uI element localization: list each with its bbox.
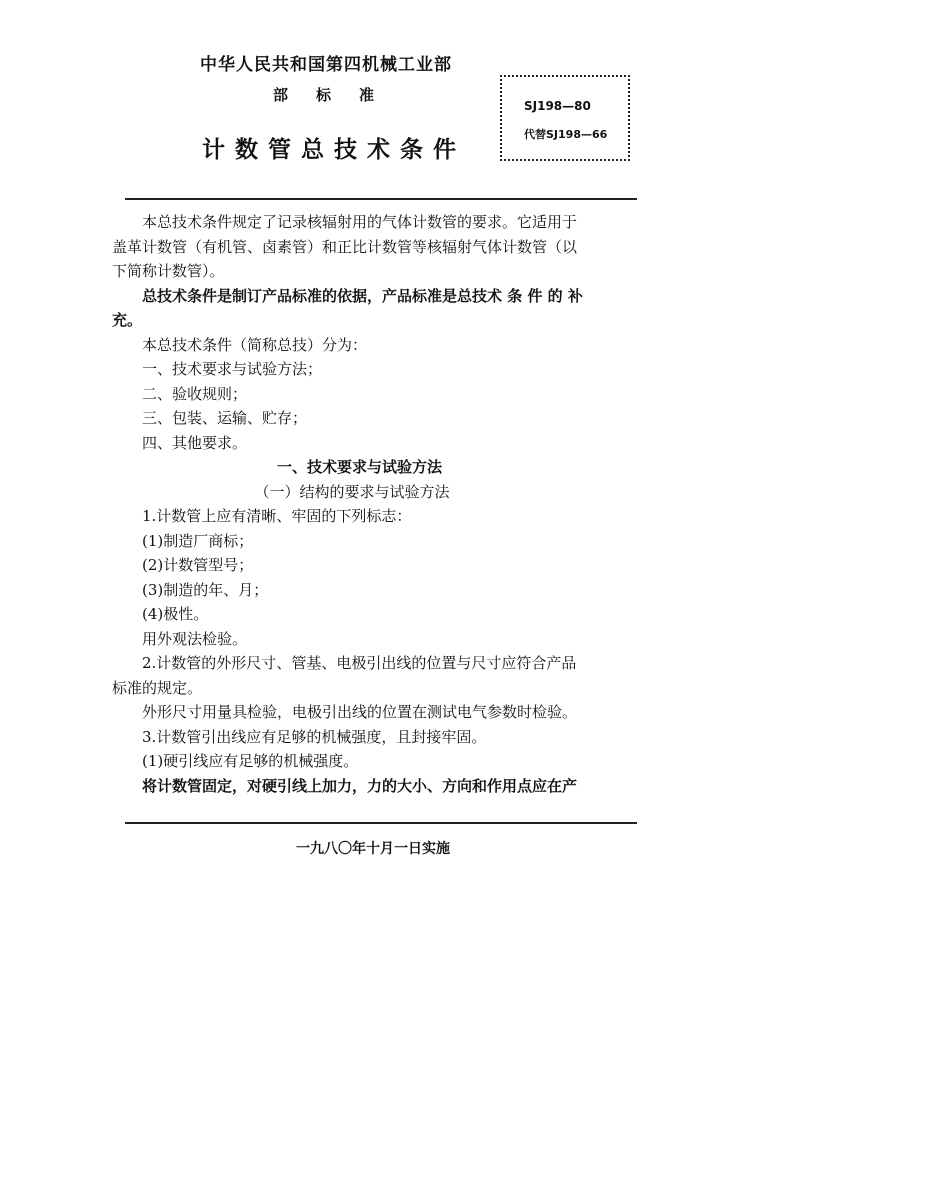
body-line: 三、包装、运输、贮存；	[112, 409, 308, 427]
document-title: 计数管总技术条件	[202, 137, 466, 163]
body-line: (3)制造的年、月；	[112, 580, 269, 599]
body-line: 用外观法检验。	[112, 629, 248, 648]
document-body	[112, 210, 640, 798]
body-line: 3.计数管引出线应有足够的机械强度，且封接牢固。	[112, 727, 487, 746]
body-line: 盖革计数管（有机管、卤素管）和正比计数管等核辐射气体计数管（以	[112, 237, 578, 256]
body-line: 下简称计数管）。	[112, 262, 225, 280]
body-line: 四、其他要求。	[112, 433, 248, 452]
standard-type: 部标准	[273, 86, 403, 104]
body-line: 将计数管固定，对硬引线上加力，力的大小、方向和作用点应在产	[112, 776, 578, 795]
body-line: (1)硬引线应有足够的机械强度。	[112, 752, 359, 770]
ministry-name: 中华人民共和国第四机械工业部	[200, 55, 452, 75]
body-line: 外形尺寸用量具检验，电极引出线的位置在测试电气参数时检验。	[112, 703, 578, 721]
section-heading: 一、技术要求与试验方法	[112, 458, 443, 476]
body-line: 充。	[112, 311, 143, 329]
effective-date: 一九八〇年十月一日实施	[296, 841, 450, 857]
standard-code: SJ198—80	[524, 99, 591, 113]
body-line: 2.计数管的外形尺寸、管基、电极引出线的位置与尺寸应符合产品	[112, 654, 577, 672]
body-line: (1)制造厂商标；	[112, 531, 254, 550]
replaces-code: 代替SJ198—66	[524, 128, 608, 141]
body-line: (2)计数管型号；	[112, 556, 254, 574]
body-line: (4)极性。	[112, 605, 209, 623]
subsection-heading: （一）结构的要求与试验方法	[112, 482, 450, 501]
standard-code-box	[500, 75, 630, 161]
body-line: 标准的规定。	[112, 678, 203, 697]
body-line: 本总技术条件（简称总技）分为：	[112, 335, 368, 354]
header-divider	[125, 198, 637, 200]
body-line: 一、技术要求与试验方法；	[112, 360, 323, 378]
footer-divider	[125, 822, 637, 824]
body-line: 本总技术条件规定了记录核辐射用的气体计数管的要求。它适用于	[112, 213, 578, 231]
body-line: 总技术条件是制订产品标准的依据，产品标准是总技术 条 件 的 补	[112, 286, 583, 305]
body-line: 二、验收规则；	[112, 384, 248, 403]
body-line: 1.计数管上应有清晰、牢固的下列标志：	[112, 507, 412, 525]
